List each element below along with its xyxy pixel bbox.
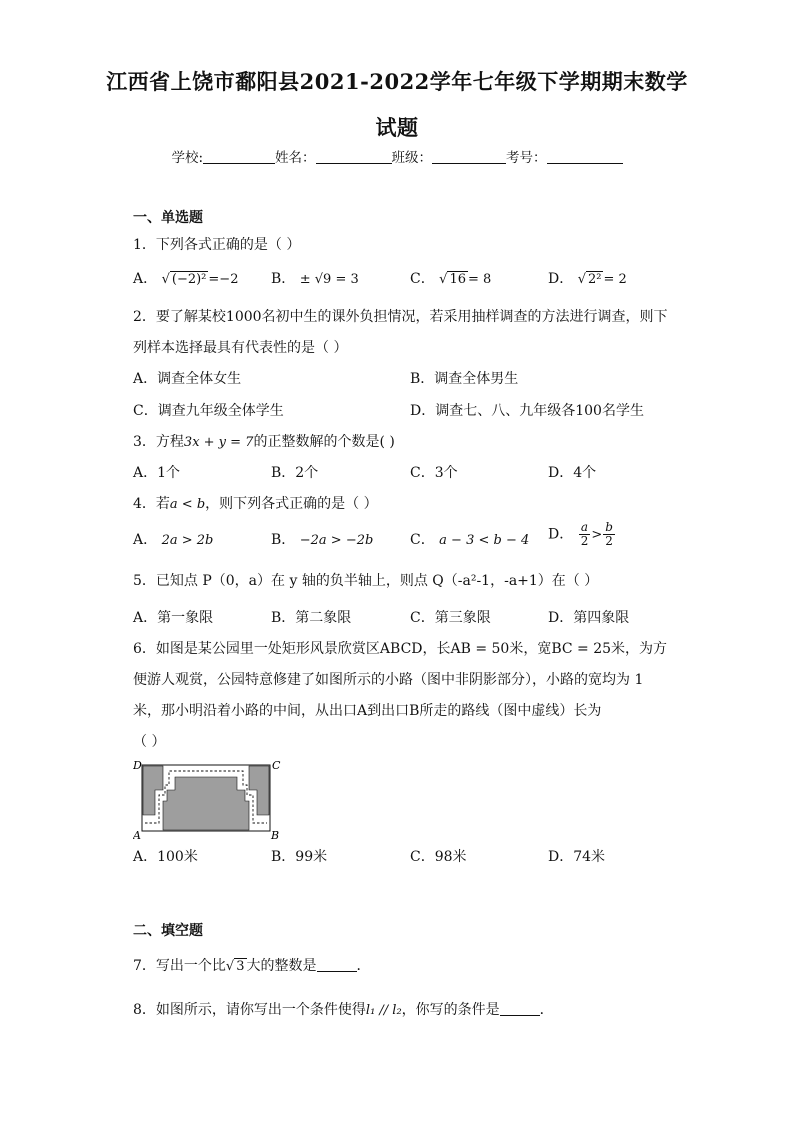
label-b: B bbox=[271, 829, 280, 841]
q1-option-b[interactable] bbox=[271, 268, 359, 288]
question-7: 7．写出一个比√ 3 大的整数是 ． bbox=[133, 958, 371, 974]
name-label: 姓名： bbox=[275, 150, 316, 166]
question-2-stem-line1: 2．要了解某校1000名初中生的课外负担情况，若采用抽样调查的方法进行调查，则下 bbox=[133, 309, 668, 325]
section-heading-single-choice: 一、单选题 bbox=[133, 210, 203, 226]
shaded-center bbox=[163, 777, 249, 830]
q4-option-a[interactable] bbox=[133, 529, 213, 549]
q1-c-expr: = 8 bbox=[468, 272, 492, 287]
q3-stem-post: 的正整数解的个数是( ) bbox=[253, 434, 395, 450]
question-6-stem-line4: （ ） bbox=[133, 734, 166, 750]
q4-stem-pre: 4．若 bbox=[133, 496, 170, 512]
q6-option-b[interactable]: B．99米 bbox=[271, 849, 328, 865]
q4-d-fraction-left: $\frac{a}{2}$ bbox=[580, 520, 589, 548]
label-d: D bbox=[133, 759, 142, 772]
q4-d-operator: > bbox=[591, 527, 603, 543]
question-6-stem-line1: 6．如图是某公园里一处矩形风景欣赏区ABCD，长AB = 50米，宽BC = 25米，为方 bbox=[133, 641, 668, 657]
name-blank[interactable] bbox=[316, 150, 392, 164]
exam-no-label: 考号： bbox=[506, 150, 547, 166]
park-path-figure bbox=[133, 757, 283, 841]
option-label: A． bbox=[133, 532, 158, 548]
q3-option-a[interactable]: A．1个 bbox=[133, 465, 181, 481]
q7-end: ． bbox=[356, 958, 371, 974]
q4-option-b[interactable] bbox=[271, 529, 373, 549]
label-c: C bbox=[272, 759, 281, 772]
question-6-stem-line3: 米，那小明沿着小路的中间，从出口A到出口B所走的路线（图中虚线）长为 bbox=[133, 703, 602, 719]
q5-option-a[interactable]: A．第一象限 bbox=[133, 610, 214, 626]
question-5-stem: 5．已知点 P（0，a）在 y 轴的负半轴上，则点 Q（-a²-1，-a+1）在（ ） bbox=[133, 573, 599, 589]
shaded-right bbox=[249, 766, 269, 815]
section-heading-fill-in: 二、填空题 bbox=[133, 923, 203, 939]
option-label: D． bbox=[548, 271, 574, 287]
shaded-left bbox=[143, 766, 163, 815]
q3-equation: 3x + y = 7 bbox=[183, 435, 254, 450]
question-4-stem bbox=[133, 493, 378, 513]
q1-b-expr: ± √9 = 3 bbox=[299, 272, 359, 287]
q4-a-expr: 2a > 2b bbox=[161, 533, 214, 548]
q6-option-c[interactable]: C．98米 bbox=[410, 849, 467, 865]
q1-option-c[interactable]: C． √ 16 = 8 bbox=[410, 271, 492, 287]
q7-pre: 7．写出一个比 bbox=[133, 958, 226, 974]
question-3-stem bbox=[133, 431, 395, 451]
q8-pre: 8．如图所示，请你写出一个条件使得 bbox=[133, 1002, 366, 1018]
label-a: A bbox=[133, 829, 141, 841]
q7-post: 大的整数是 bbox=[246, 958, 317, 974]
q2-option-c[interactable]: C．调查九年级全体学生 bbox=[133, 403, 284, 419]
q3-option-c[interactable]: C．3个 bbox=[410, 465, 458, 481]
option-label: C． bbox=[410, 271, 435, 287]
exam-no-blank[interactable] bbox=[547, 150, 623, 164]
question-8 bbox=[133, 999, 554, 1019]
q8-answer-blank[interactable] bbox=[500, 1003, 540, 1016]
q5-option-d[interactable]: D．第四象限 bbox=[548, 610, 630, 626]
school-blank[interactable] bbox=[203, 150, 275, 164]
q4-option-c[interactable] bbox=[410, 529, 529, 549]
q4-option-d[interactable] bbox=[548, 521, 616, 548]
q8-end: ． bbox=[539, 1002, 554, 1018]
question-2-stem-line2: 列样本选择最具有代表性的是（ ） bbox=[133, 340, 348, 356]
q4-c-expr: a − 3 < b − 4 bbox=[439, 533, 530, 548]
q8-condition: l₁ // l₂ bbox=[365, 1003, 402, 1018]
question-6-stem-line2: 便游人观赏，公园特意修建了如图所示的小路（图中非阴影部分），小路的宽均为 1 bbox=[133, 672, 644, 688]
q5-option-b[interactable]: B．第二象限 bbox=[271, 610, 352, 626]
q5-option-c[interactable]: C．第三象限 bbox=[410, 610, 491, 626]
q2-option-a[interactable]: A．调查全体女生 bbox=[133, 371, 242, 387]
option-label: C． bbox=[410, 532, 435, 548]
q2-option-b[interactable]: B．调查全体男生 bbox=[410, 371, 519, 387]
q8-post: ，你写的条件是 bbox=[401, 1002, 500, 1018]
q6-option-a[interactable]: A．100米 bbox=[133, 849, 198, 865]
q4-stem-post: ，则下列各式正确的是（ ） bbox=[205, 496, 378, 512]
q3-stem-pre: 3．方程 bbox=[133, 434, 184, 450]
q4-b-expr: −2a > −2b bbox=[299, 533, 374, 548]
q1-d-expr: = 2 bbox=[603, 272, 627, 287]
q4-condition: a < b bbox=[169, 497, 206, 512]
q2-option-d[interactable]: D．调查七、八、九年级各100名学生 bbox=[410, 403, 644, 419]
option-label: D． bbox=[548, 526, 574, 543]
q3-option-d[interactable]: D．4个 bbox=[548, 465, 597, 481]
class-blank[interactable] bbox=[432, 150, 506, 164]
q3-option-b[interactable]: B．2个 bbox=[271, 465, 319, 481]
option-label: B． bbox=[271, 532, 296, 548]
q1-option-d[interactable]: D． √ 2² = 2 bbox=[548, 271, 627, 287]
question-1-stem: 1．下列各式正确的是（ ） bbox=[133, 237, 301, 253]
q7-answer-blank[interactable] bbox=[317, 959, 357, 972]
q7-radicand: 3 bbox=[236, 959, 245, 974]
page-title-line2: 试题 bbox=[375, 115, 419, 140]
q1-a-expr: =−2 bbox=[208, 272, 239, 287]
option-label: A． bbox=[133, 271, 158, 287]
q4-d-fraction-right: $\frac{b}{2}$ bbox=[605, 520, 613, 548]
student-info-line bbox=[0, 146, 794, 166]
q1-option-a[interactable]: A． √ (−2)² =−2 bbox=[133, 271, 239, 287]
page-title: 江西省上饶市鄱阳县2021-2022学年七年级下学期期末数学 bbox=[106, 69, 688, 94]
q6-option-d[interactable]: D．74米 bbox=[548, 849, 606, 865]
option-label: B． bbox=[271, 271, 296, 287]
school-label: 学校: bbox=[171, 150, 204, 166]
class-label: 班级： bbox=[391, 150, 433, 166]
